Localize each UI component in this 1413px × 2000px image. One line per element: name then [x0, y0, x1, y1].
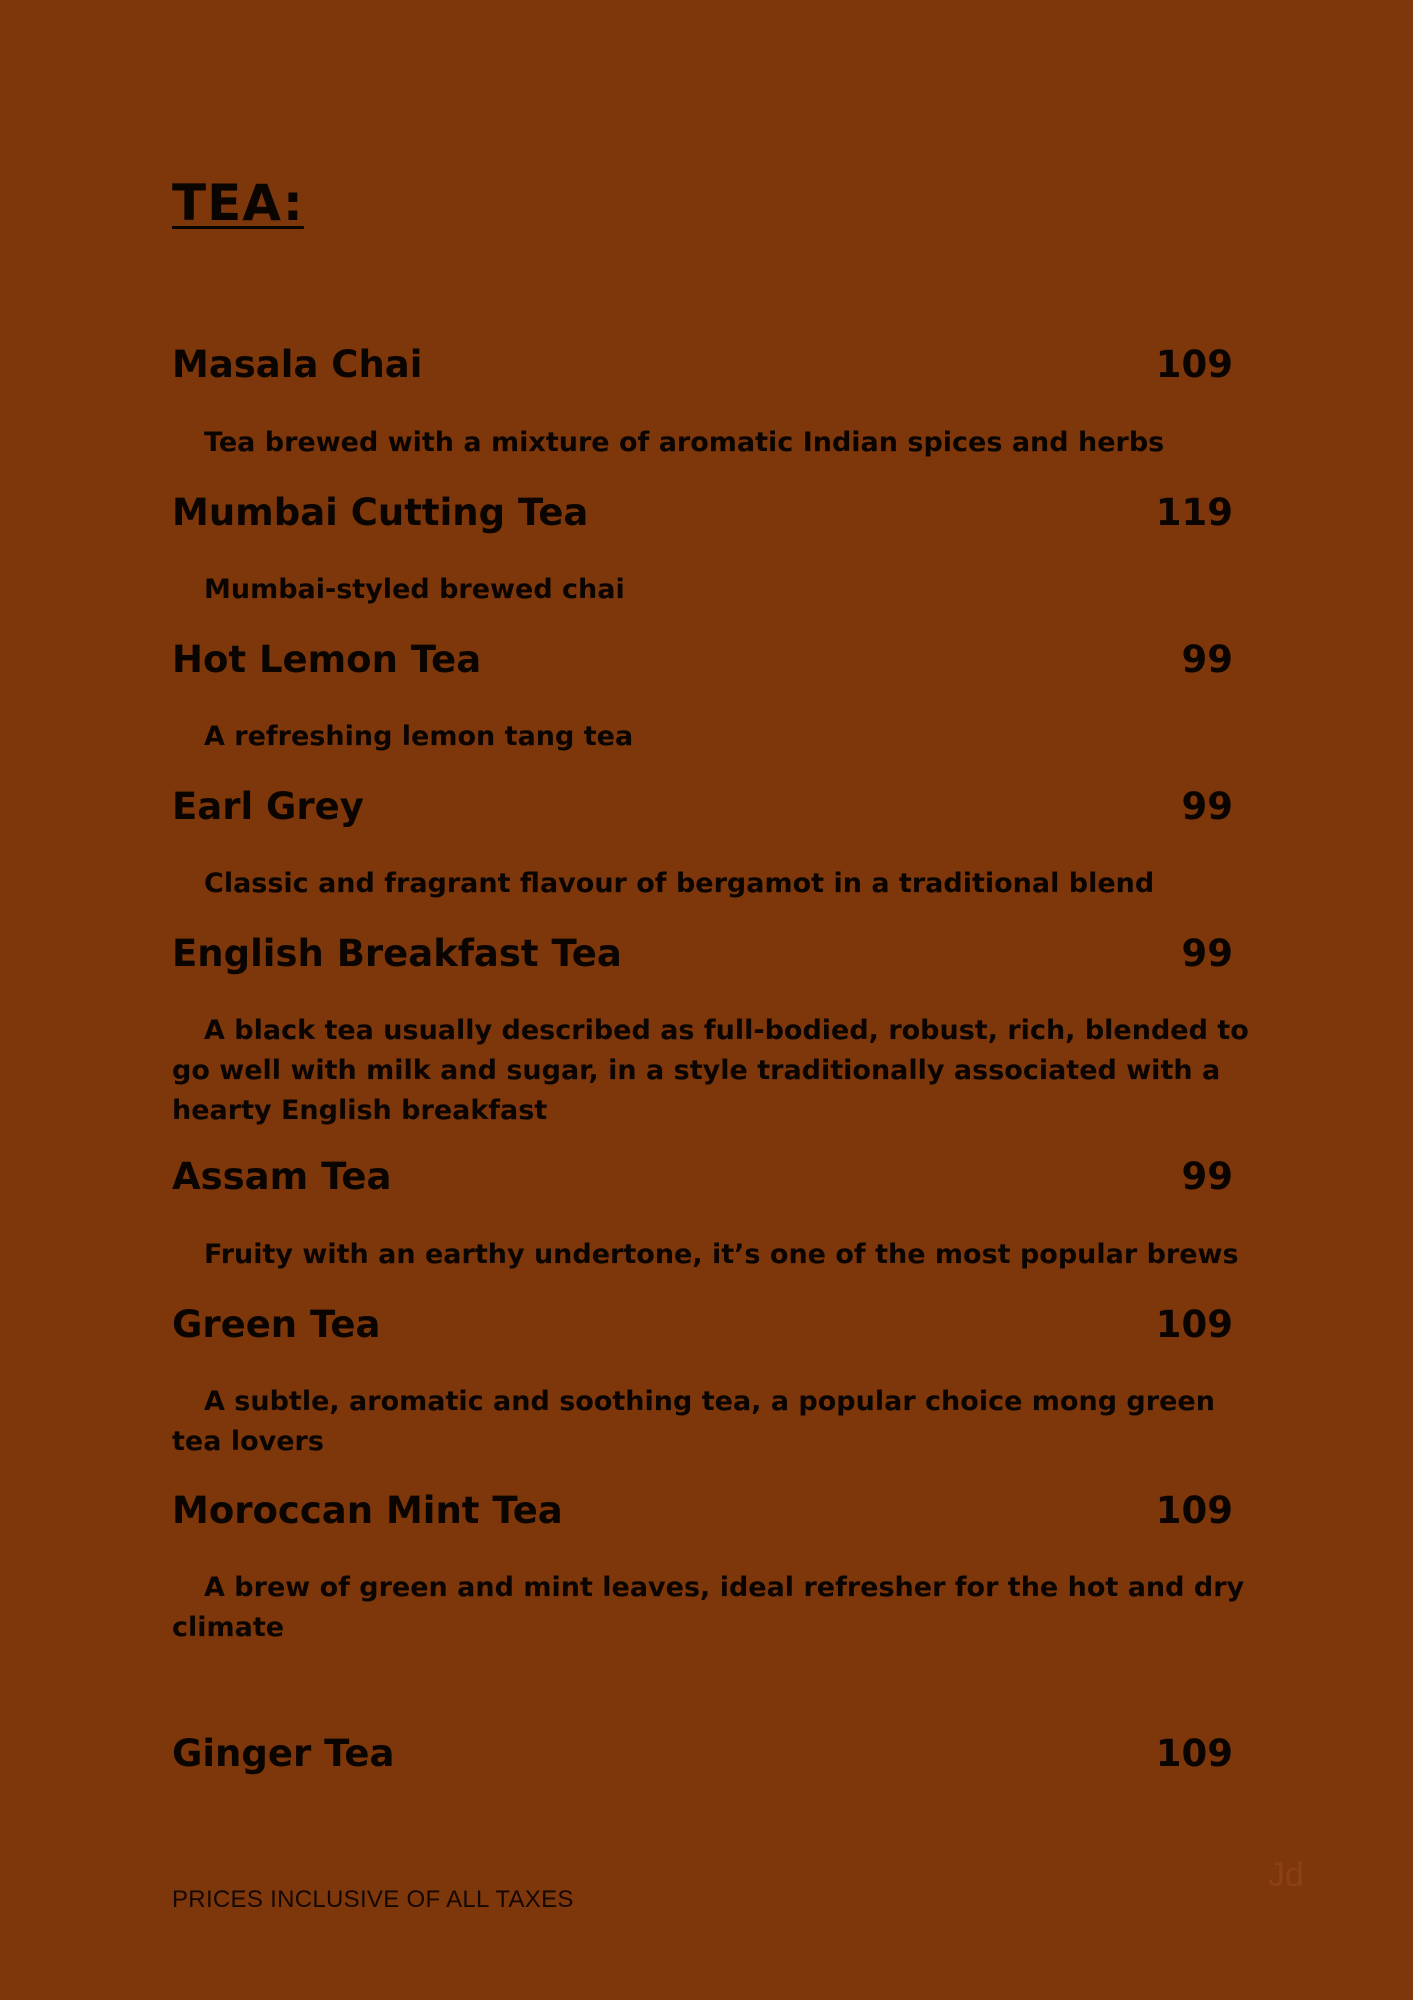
item-name: Moroccan Mint Tea — [172, 1489, 563, 1532]
item-price: 99 — [1181, 1155, 1233, 1198]
item-name: Masala Chai — [172, 343, 423, 386]
item-price: 109 — [1155, 1489, 1233, 1532]
item-name: Assam Tea — [172, 1155, 392, 1198]
item-price: 119 — [1155, 491, 1233, 534]
item-name: English Breakfast Tea — [172, 932, 622, 975]
item-description: A subtle, aromatic and soothing tea, a popular choice mong green tea lovers — [172, 1386, 1215, 1457]
item-price: 99 — [1181, 932, 1233, 975]
item-description: A refreshing lemon tang tea — [204, 721, 634, 752]
item-price: 109 — [1155, 1732, 1233, 1775]
item-price: 109 — [1155, 343, 1233, 386]
item-description: Mumbai-styled brewed chai — [204, 574, 625, 605]
prices-note: PRICES INCLUSIVE OF ALL TAXES — [172, 1886, 574, 1913]
item-description: Fruity with an earthy undertone, it’s one of the most popular brews — [204, 1239, 1239, 1270]
item-price: 109 — [1155, 1303, 1233, 1346]
item-name: Green Tea — [172, 1303, 381, 1346]
item-description: A brew of green and mint leaves, ideal refresher for the hot and dry climate — [172, 1572, 1245, 1643]
menu-title: TEA: — [172, 174, 304, 232]
item-price: 99 — [1181, 785, 1233, 828]
item-name: Mumbai Cutting Tea — [172, 491, 589, 534]
item-price: 99 — [1181, 638, 1233, 681]
watermark-logo: Jd — [1268, 1856, 1304, 1894]
item-description: Tea brewed with a mixture of aromatic Indian spices and herbs — [204, 427, 1165, 458]
item-description: Classic and fragrant flavour of bergamot in a traditional blend — [204, 868, 1155, 899]
item-name: Hot Lemon Tea — [172, 638, 482, 681]
item-name: Ginger Tea — [172, 1732, 395, 1775]
item-description: A black tea usually described as full-bodied, robust, rich, blended to go well with milk and sugar, in a style traditionally associated with a hearty English breakfast — [172, 1015, 1249, 1126]
item-name: Earl Grey — [172, 785, 364, 828]
